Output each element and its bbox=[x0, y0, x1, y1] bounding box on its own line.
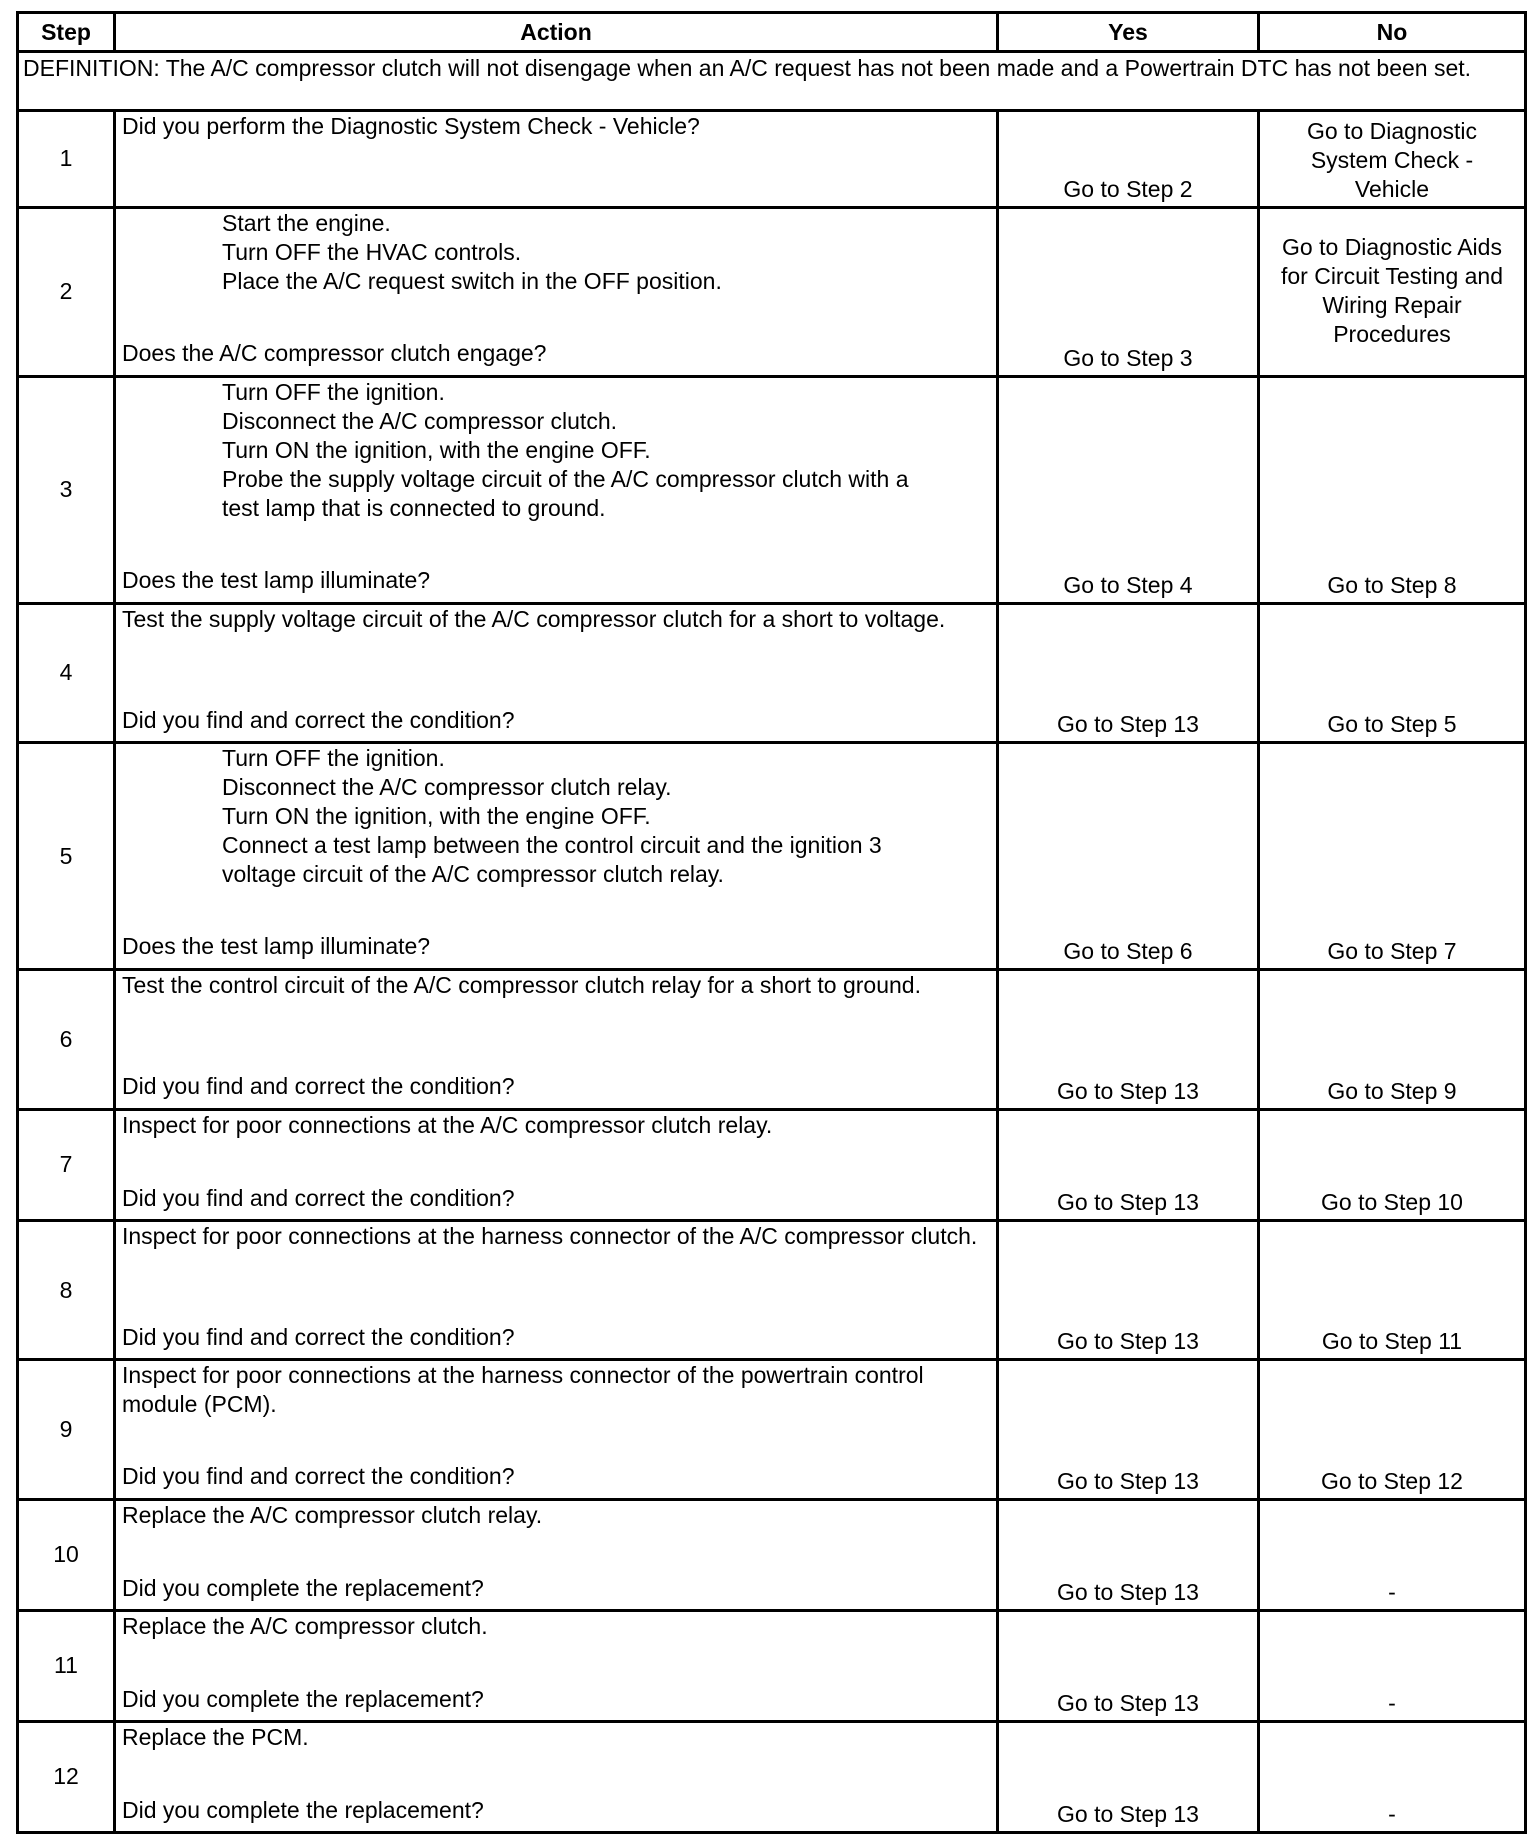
no-cell-line: Go to Step 7 bbox=[1327, 938, 1457, 965]
no-cell-line: Go to Diagnostic bbox=[1306, 117, 1478, 144]
step-number: 4 bbox=[18, 603, 115, 742]
action-intro: Test the supply voltage circuit of the A/C compressor clutch for a short to voltage. bbox=[122, 605, 946, 632]
table-row bbox=[18, 376, 1526, 603]
no-cell-line: - bbox=[1388, 1689, 1396, 1716]
step-number: 9 bbox=[18, 1360, 115, 1499]
no-cell-line: - bbox=[1388, 1578, 1396, 1605]
step-number: 3 bbox=[18, 376, 115, 603]
action-question: Did you find and correct the condition? bbox=[122, 1463, 515, 1490]
action-step: Turn OFF the ignition. bbox=[222, 378, 445, 405]
no-cell-line: Vehicle bbox=[1354, 175, 1430, 202]
table-row bbox=[18, 207, 1526, 376]
action-step: Disconnect the A/C compressor clutch relay. bbox=[222, 774, 672, 801]
action-question: Did you complete the replacement? bbox=[122, 1796, 484, 1823]
table-row bbox=[18, 970, 1526, 1109]
header-no: No bbox=[1259, 13, 1526, 52]
no-cell bbox=[1259, 1610, 1526, 1721]
table-row bbox=[18, 1360, 1526, 1499]
step-number: 7 bbox=[18, 1109, 115, 1220]
no-cell bbox=[1259, 376, 1526, 603]
action-step: Turn OFF the ignition. bbox=[222, 745, 445, 772]
action-cell bbox=[115, 207, 998, 376]
action-step: Probe the supply voltage circuit of the A/C compressor clutch with a bbox=[222, 465, 909, 492]
step-number: 1 bbox=[18, 110, 115, 207]
action-step: Turn ON the ignition, with the engine OFF. bbox=[222, 436, 651, 463]
step-number: 2 bbox=[18, 207, 115, 376]
action-steps bbox=[122, 209, 990, 296]
action-question: Did you complete the replacement? bbox=[122, 1685, 484, 1712]
yes-cell: Go to Step 13 bbox=[998, 603, 1259, 742]
no-cell bbox=[1259, 1721, 1526, 1832]
action-question: Does the test lamp illuminate? bbox=[122, 566, 431, 593]
yes-cell: Go to Step 3 bbox=[998, 207, 1259, 376]
no-cell-line: for Circuit Testing and bbox=[1280, 262, 1503, 289]
step-number: 5 bbox=[18, 743, 115, 970]
no-cell-line: Go to Step 11 bbox=[1321, 1328, 1463, 1355]
no-cell bbox=[1259, 1220, 1526, 1359]
no-cell bbox=[1259, 110, 1526, 207]
action-cell bbox=[115, 110, 998, 207]
yes-cell: Go to Step 6 bbox=[998, 743, 1259, 970]
action-steps bbox=[122, 378, 990, 523]
yes-cell: Go to Step 13 bbox=[998, 970, 1259, 1109]
yes-cell: Go to Step 13 bbox=[998, 1360, 1259, 1499]
step-number: 11 bbox=[18, 1610, 115, 1721]
header-row bbox=[18, 13, 1526, 52]
action-intro: Inspect for poor connections at the harness connector of the powertrain control module (PCM). bbox=[122, 1362, 924, 1418]
no-cell bbox=[1259, 1499, 1526, 1610]
header-step: Step bbox=[18, 13, 115, 52]
action-step: Place the A/C request switch in the OFF position. bbox=[222, 267, 722, 294]
table-row bbox=[18, 1109, 1526, 1220]
action-question: Does the A/C compressor clutch engage? bbox=[122, 339, 547, 366]
yes-cell: Go to Step 2 bbox=[998, 110, 1259, 207]
no-cell-line: Wiring Repair bbox=[1322, 291, 1462, 318]
step-number: 12 bbox=[18, 1721, 115, 1832]
no-cell bbox=[1259, 970, 1526, 1109]
no-cell-line: Go to Step 10 bbox=[1321, 1188, 1463, 1215]
action-step: Disconnect the A/C compressor clutch. bbox=[222, 407, 617, 434]
yes-cell: Go to Step 4 bbox=[998, 376, 1259, 603]
header-action: Action bbox=[115, 13, 998, 52]
no-cell-line: Go to Diagnostic Aids bbox=[1282, 233, 1502, 260]
action-cell bbox=[115, 1610, 998, 1721]
action-cell bbox=[115, 1109, 998, 1220]
action-cell bbox=[115, 1220, 998, 1359]
action-step: Start the engine. bbox=[222, 209, 391, 236]
action-intro: Replace the PCM. bbox=[122, 1723, 309, 1750]
action-cell bbox=[115, 1721, 998, 1832]
action-cell bbox=[115, 743, 998, 970]
yes-cell: Go to Step 13 bbox=[998, 1499, 1259, 1610]
no-cell bbox=[1259, 1109, 1526, 1220]
table-row bbox=[18, 1499, 1526, 1610]
no-cell-line: - bbox=[1388, 1801, 1396, 1827]
action-cell bbox=[115, 970, 998, 1109]
no-cell-line: Go to Step 12 bbox=[1321, 1467, 1463, 1494]
yes-cell: Go to Step 13 bbox=[998, 1610, 1259, 1721]
action-intro: Inspect for poor connections at the harness connector of the A/C compressor clutch. bbox=[122, 1222, 978, 1249]
step-number: 8 bbox=[18, 1220, 115, 1359]
step-number: 10 bbox=[18, 1499, 115, 1610]
action-cell bbox=[115, 376, 998, 603]
action-question: Does the test lamp illuminate? bbox=[122, 933, 431, 960]
action-question: Did you find and correct the condition? bbox=[122, 1184, 515, 1211]
action-question: Did you complete the replacement? bbox=[122, 1574, 484, 1601]
table-row bbox=[18, 1610, 1526, 1721]
no-cell-line: Procedures bbox=[1333, 320, 1451, 347]
yes-cell: Go to Step 13 bbox=[998, 1220, 1259, 1359]
no-cell bbox=[1259, 603, 1526, 742]
action-intro: Did you perform the Diagnostic System Check - Vehicle? bbox=[122, 112, 700, 139]
table-row bbox=[18, 603, 1526, 742]
action-cell bbox=[115, 603, 998, 742]
action-steps bbox=[122, 744, 990, 889]
no-cell-line: Go to Step 5 bbox=[1327, 711, 1457, 738]
definition-text: DEFINITION: The A/C compressor clutch will not disengage when an A/C request has not been made and a Powertrain DTC has not been set. bbox=[18, 52, 1526, 111]
table-row bbox=[18, 1220, 1526, 1359]
action-question: Did you find and correct the condition? bbox=[122, 1323, 515, 1350]
action-question: Did you find and correct the condition? bbox=[122, 706, 515, 733]
header-yes: Yes bbox=[998, 13, 1259, 52]
no-cell-line: Go to Step 8 bbox=[1327, 571, 1457, 598]
table-row bbox=[18, 1721, 1526, 1832]
action-step: test lamp that is connected to ground. bbox=[222, 494, 606, 521]
action-intro: Replace the A/C compressor clutch. bbox=[122, 1612, 488, 1639]
action-step: voltage circuit of the A/C compressor clutch relay. bbox=[222, 861, 724, 888]
action-cell bbox=[115, 1360, 998, 1499]
action-step: Connect a test lamp between the control circuit and the ignition 3 bbox=[222, 832, 882, 859]
diagnostic-table bbox=[16, 11, 1527, 1834]
action-intro: Test the control circuit of the A/C compressor clutch relay for a short to ground. bbox=[122, 972, 921, 999]
no-cell-line: Go to Step 9 bbox=[1327, 1077, 1457, 1104]
no-cell-line: System Check - bbox=[1310, 146, 1474, 173]
action-cell bbox=[115, 1499, 998, 1610]
no-cell bbox=[1259, 743, 1526, 970]
yes-cell: Go to Step 13 bbox=[998, 1109, 1259, 1220]
no-cell bbox=[1259, 207, 1526, 376]
step-number: 6 bbox=[18, 970, 115, 1109]
table-row bbox=[18, 743, 1526, 970]
action-intro: Inspect for poor connections at the A/C compressor clutch relay. bbox=[122, 1111, 773, 1138]
no-cell bbox=[1259, 1360, 1526, 1499]
action-step: Turn OFF the HVAC controls. bbox=[222, 238, 522, 265]
yes-cell: Go to Step 13 bbox=[998, 1721, 1259, 1832]
action-intro: Replace the A/C compressor clutch relay. bbox=[122, 1501, 543, 1528]
definition-row bbox=[18, 52, 1526, 111]
table-row bbox=[18, 110, 1526, 207]
action-step: Turn ON the ignition, with the engine OFF. bbox=[222, 803, 651, 830]
action-question: Did you find and correct the condition? bbox=[122, 1073, 515, 1100]
